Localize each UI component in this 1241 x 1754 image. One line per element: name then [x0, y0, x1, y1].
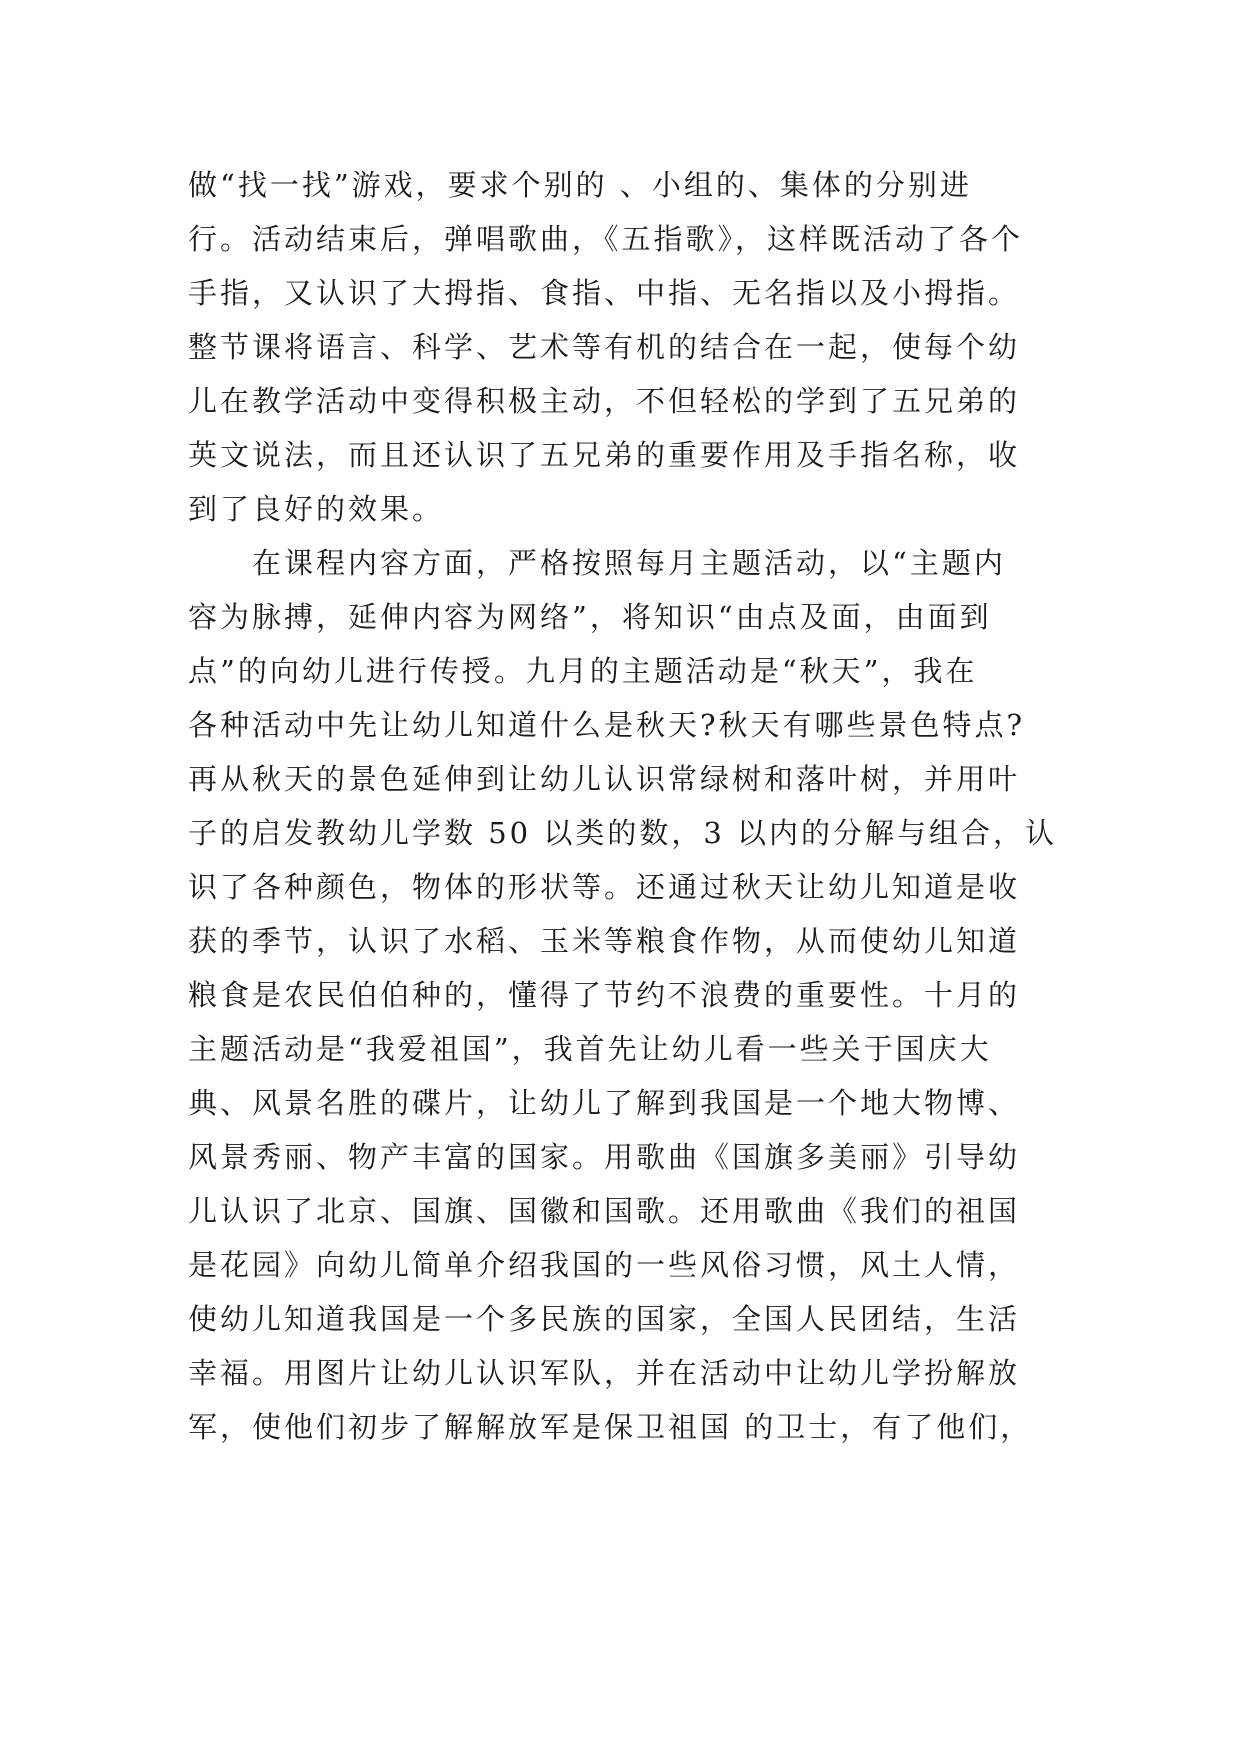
text-line: 在课程内容方面，严格按照每月主题活动，以“主题内 — [252, 546, 1006, 580]
text-line: 行。活动结束后，弹唱歌曲，《五指歌》，这样既活动了各个 — [188, 222, 1024, 256]
text-line: 手指，又认识了大拇指、食指、中指、无名指以及小拇指。 — [188, 276, 1021, 310]
text-line: 风景秀丽、物产丰富的国家。用歌曲《国旗多美丽》引导幼 — [188, 1140, 1021, 1174]
text-line: 英文说法，而且还认识了五兄弟的重要作用及手指名称，收 — [188, 438, 1021, 472]
text-line: 各种活动中先让幼儿知道什么是秋天?秋天有哪些景色特点? — [188, 708, 1026, 742]
text-line: 获的季节，认识了水稻、玉米等粮食作物，从而使幼儿知道 — [188, 924, 1021, 958]
document-body — [188, 158, 1068, 1454]
text-line: 是花园》向幼儿简单介绍我国的一些风俗习惯，风土人情， — [188, 1248, 1021, 1282]
text-line: 儿在教学活动中变得积极主动，不但轻松的学到了五兄弟的 — [188, 384, 1021, 418]
paragraph-2 — [188, 536, 1068, 1454]
text-line: 整节课将语言、科学、艺术等有机的结合在一起，使每个幼 — [188, 330, 1021, 364]
text-line: 再从秋天的景色延伸到让幼儿认识常绿树和落叶树，并用叶 — [188, 762, 1021, 796]
text-line: 子的启发教幼儿学数 50 以类的数，3 以内的分解与组合，认 — [188, 816, 1058, 850]
text-line: 儿认识了北京、国旗、国徽和国歌。还用歌曲《我们的祖国 — [188, 1194, 1021, 1228]
text-line: 使幼儿知道我国是一个多民族的国家，全国人民团结，生活 — [188, 1302, 1021, 1336]
text-line: 容为脉搏，延伸内容为网络”，将知识“由点及面，由面到 — [188, 600, 992, 634]
text-line: 典、风景名胜的碟片，让幼儿了解到我国是一个地大物博、 — [188, 1086, 1021, 1120]
text-line: 粮食是农民伯伯种的，懂得了节约不浪费的重要性。十月的 — [188, 978, 1021, 1012]
text-line: 识了各种颜色，物体的形状等。还通过秋天让幼儿知道是收 — [188, 870, 1021, 904]
text-line: 军，使他们初步了解解放军是保卫祖国 的卫士，有了他们， — [188, 1410, 1033, 1444]
text-line: 主题活动是“我爱祖国”，我首先让幼儿看一些关于国庆大 — [188, 1032, 992, 1066]
text-line: 点”的向幼儿进行传授。九月的主题活动是“秋天”，我在 — [188, 654, 978, 688]
text-line: 做“找一找”游戏，要求个别的 、小组的、集体的分别进 — [188, 168, 972, 202]
text-line: 幸福。用图片让幼儿认识军队，并在活动中让幼儿学扮解放 — [188, 1356, 1021, 1390]
text-line: 到了良好的效果。 — [188, 492, 445, 526]
paragraph-1 — [188, 158, 1068, 536]
